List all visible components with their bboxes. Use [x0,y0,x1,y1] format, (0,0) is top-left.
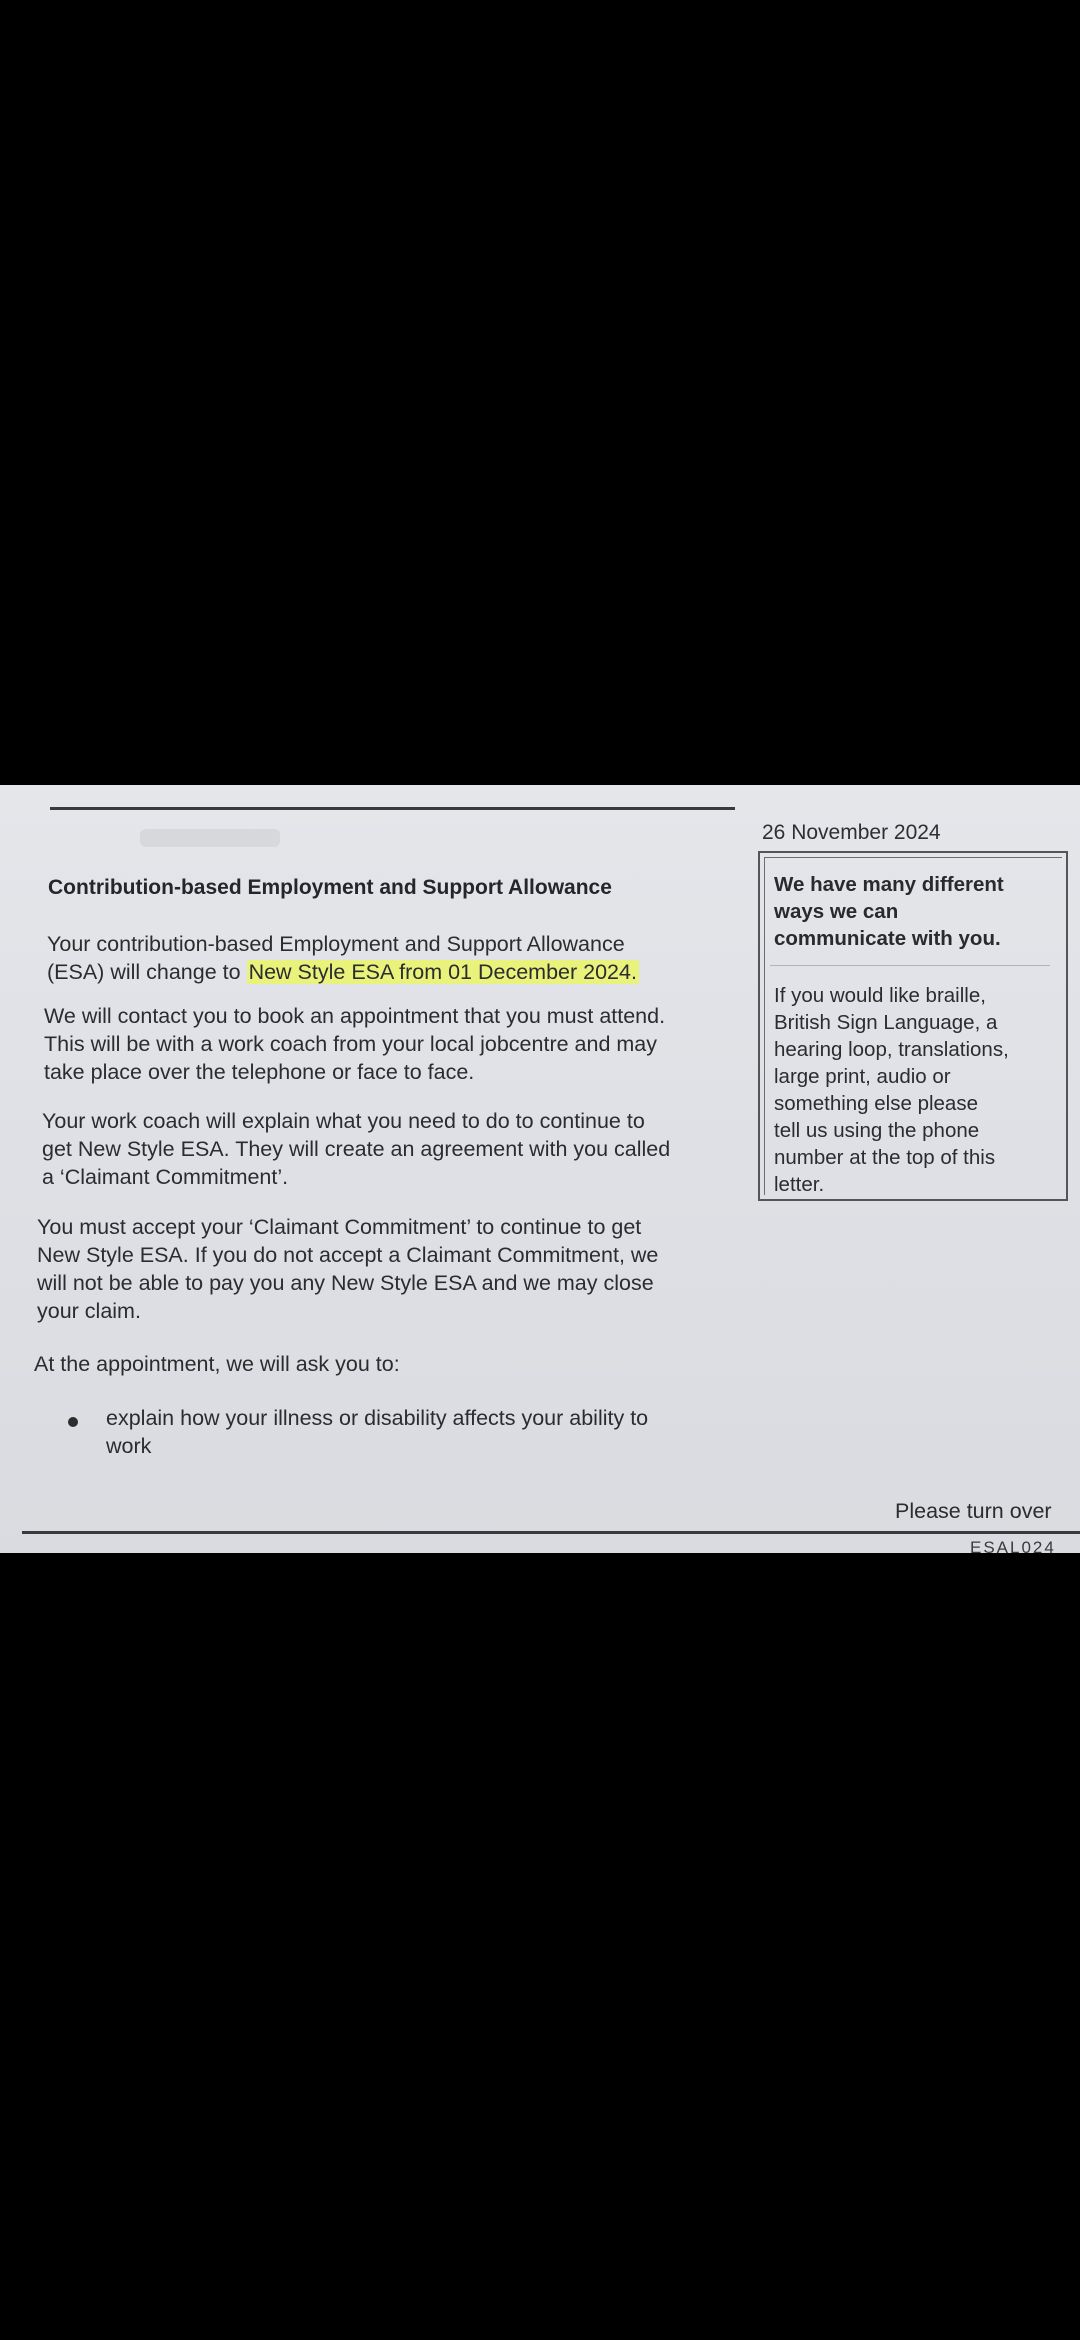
paragraph-esa-change [47,930,639,986]
communication-info-box [758,851,1068,1201]
faint-smudge [140,829,280,847]
info-box-body-line: something else please [774,1092,978,1115]
info-box-body-line: tell us using the phone [774,1119,980,1142]
paragraph-line: You must accept your ‘Claimant Commitment’ to continue to get [37,1215,642,1239]
info-box-title-line: We have many different [774,873,1004,896]
paragraph-line: New Style ESA. If you do not accept a Claimant Commitment, we [37,1243,659,1267]
info-box-body [774,982,1009,1198]
info-box-body-line: British Sign Language, a [774,1011,998,1034]
bullet-item [106,1404,648,1460]
letter-photo [0,785,1080,1553]
info-box-title-line: ways we can [774,900,899,923]
paragraph-line-prefix: (ESA) will change to [47,960,247,984]
bullet-item-line: work [106,1434,152,1458]
paragraph-line: your claim. [37,1299,141,1323]
paragraph-claimant-commitment [37,1213,658,1325]
info-box-body-line: hearing loop, translations, [774,1038,1009,1061]
bullet-item-line: explain how your illness or disability affects your ability to [106,1406,649,1430]
bottom-divider-line [22,1531,1080,1534]
paragraph-line: get New Style ESA. They will create an agreement with you called [42,1137,671,1161]
info-box-title [774,871,1004,952]
paragraph-line: will not be able to pay you any New Style ESA and we may close [37,1271,654,1295]
paragraph-line: Your work coach will explain what you need to do to continue to [42,1109,645,1133]
info-box-body-line: If you would like braille, [774,984,986,1007]
bullet-icon [68,1417,78,1427]
paragraph-line: take place over the telephone or face to face. [44,1060,475,1084]
paragraph-line: We will contact you to book an appointment that you must attend. [44,1004,666,1028]
paragraph-line: This will be with a work coach from your local jobcentre and may [44,1032,658,1056]
letter-heading: Contribution-based Employment and Support Allowance [48,876,612,899]
paragraph-appointment [44,1002,665,1086]
paragraph-line [47,958,639,986]
info-box-body-line: number at the top of this [774,1146,996,1169]
paragraph-appointment-intro: At the appointment, we will ask you to: [34,1352,400,1376]
paragraph-line: Your contribution-based Employment and Support Allowance [47,932,625,956]
form-code: ESAL024 [970,1538,1056,1553]
letter-date: 26 November 2024 [762,821,941,844]
highlighted-text: New Style ESA from 01 December 2024. [248,960,637,984]
info-box-divider [770,965,1050,966]
info-box-body-line: letter. [774,1173,825,1196]
please-turn-over-text: Please turn over [895,1499,1052,1523]
info-box-title-line: communicate with you. [774,927,1001,950]
paragraph-work-coach [42,1107,670,1191]
top-divider-line [50,807,735,810]
paragraph-line: a ‘Claimant Commitment’. [42,1165,289,1189]
info-box-body-line: large print, audio or [774,1065,951,1088]
